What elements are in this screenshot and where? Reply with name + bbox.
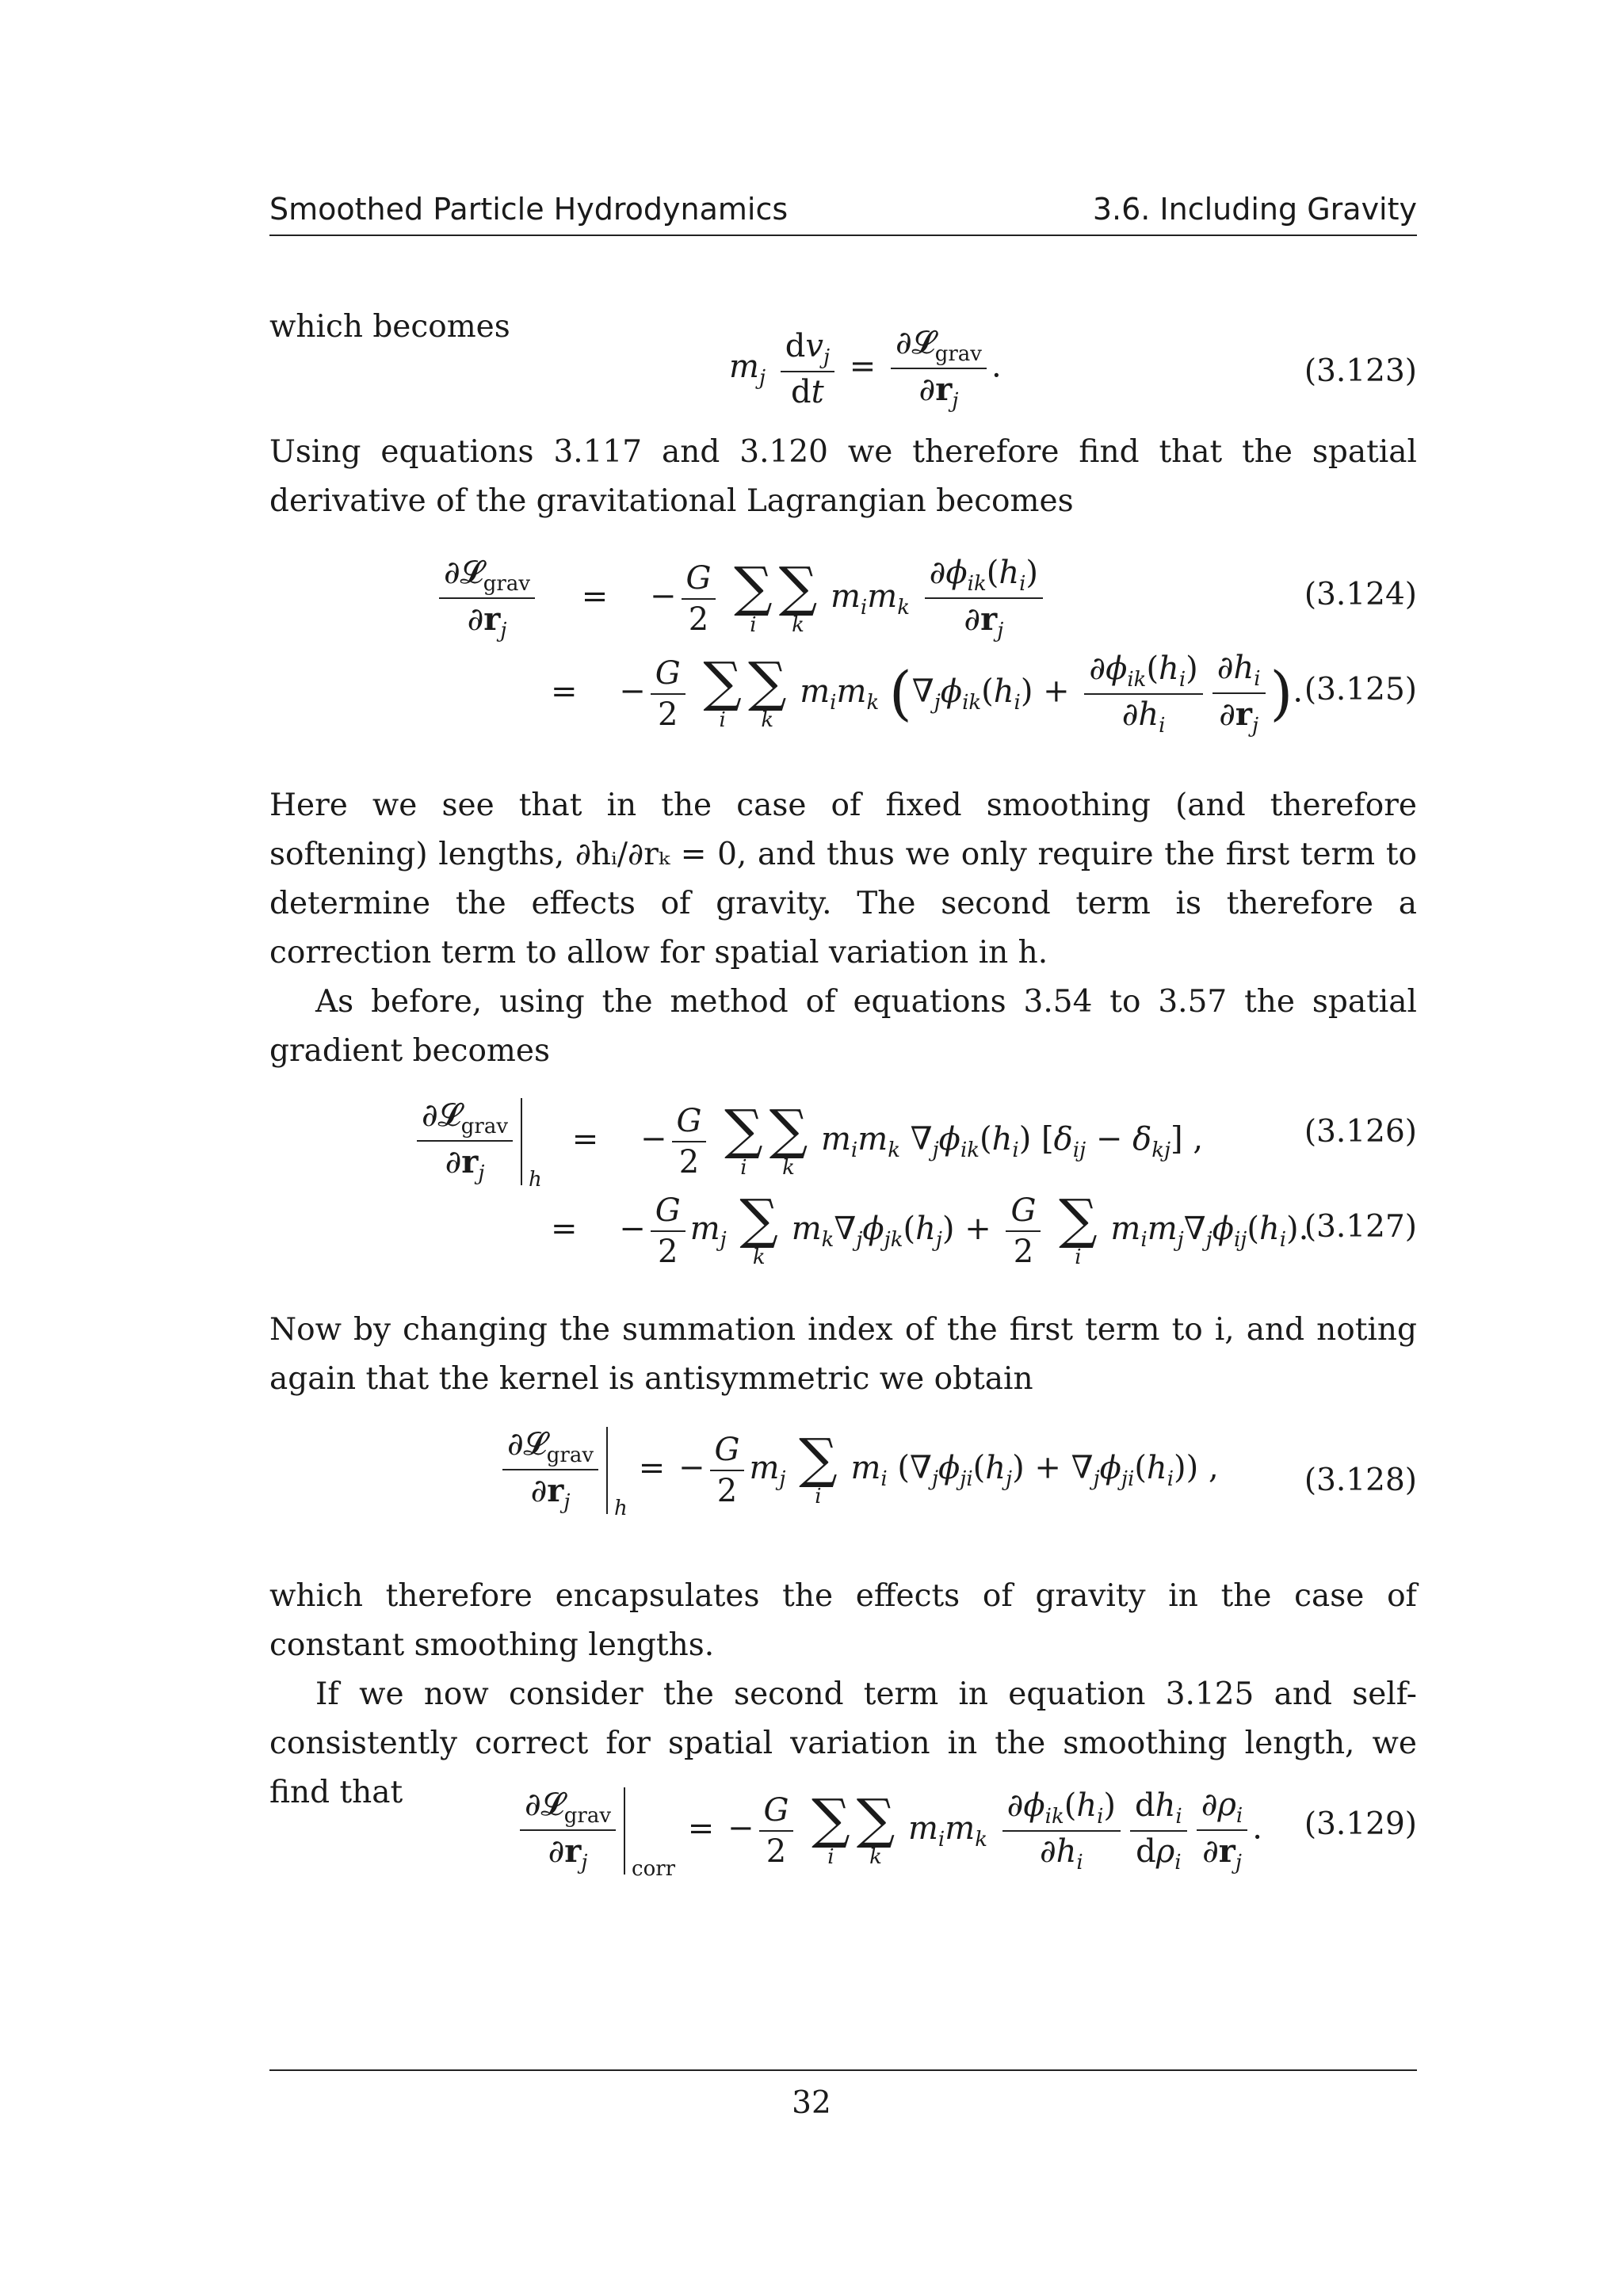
equation-3-129: $\frac{\partial 𝓛_{grav}}{\partial r_j}$ corr = − $\frac{G}{2}$ ∑ i ∑ k $m_im_k$ $\frac{\partial\phi_{ik}(h_i)}{\partial h_i}$ $\frac{dh_i}{d\rho_i}$ $\frac{\partial\rho_i}{\partial r_j}$ . — [515, 1787, 1262, 1875]
equation-3-123: $m_j$ $\frac{dv_j}{dt}$ = $\frac{\partial 𝓛_{grav}}{\partial r_j}$ . — [729, 325, 1002, 413]
equation-number-3-126: (3.126) — [1304, 1114, 1417, 1150]
equation-number-3-123: (3.123) — [1304, 353, 1417, 389]
equation-3-124: $\frac{\partial 𝓛_{grav}}{\partial r_j}$ = − $\frac{G}{2}$ ∑ i ∑ k $m_im_k$ $\frac{\partial\phi_{ik}(h_i)}{\partial r_j}$ — [434, 555, 1048, 643]
paragraph-as-before: As before, using the method of equations 3.54 to 3.57 the spatial gradient becomes — [269, 984, 1417, 1069]
running-header — [269, 190, 1417, 236]
equation-number-3-128: (3.128) — [1304, 1463, 1417, 1498]
equation-number-3-125: (3.125) — [1304, 672, 1417, 707]
equation-3-126: $\frac{\partial 𝓛_{grav}}{\partial r_j}$ h = − $\frac{G}{2}$ ∑ i ∑ k $m_im_k$ $\nabla_j\phi_{ik}(h_i) [\delta_{ij} - \delta_{kj}]$ , — [412, 1097, 1203, 1185]
equation-3-128: $\frac{\partial 𝓛_{grav}}{\partial r_j}$ h = − $\frac{G}{2}$ $m_j$ ∑ i $m_i$ $(\nabla_j\phi_{ji}(h_j) + \nabla_j\phi_{ji}(h_i))$ , — [498, 1426, 1219, 1514]
paragraph-second-term: If we now consider the second term in equation 3.125 and self-consistently correct for spatial variation in the smoothing length, we find that — [269, 1676, 1417, 1810]
equation-3-125: = − $\frac{G}{2}$ ∑ i ∑ k $m_im_k$ ($\nabla_j\phi_{ik}(h_i)$ + $\frac{\partial\phi_{ik}(h_i)}{\partial h_i}$ $\frac{\partial h_i}{\partial r_j}$ ). — [551, 650, 1304, 738]
equation-3-127: = − $\frac{G}{2}$ $m_j$ ∑ k $m_k\nabla_j\phi_{jk}(h_j)$ + $\frac{G}{2}$ ∑ i $m_im_j\nabla_j\phi_{ij}(h_i)$. — [551, 1188, 1309, 1270]
header-title: Smoothed Particle Hydrodynamics — [269, 192, 789, 227]
page-number: 32 — [792, 2085, 831, 2121]
equation-number-3-129: (3.129) — [1304, 1806, 1417, 1842]
header-section: 3.6. Including Gravity — [1092, 192, 1417, 227]
paragraph-fixed-smoothing: Here we see that in the case of fixed smoothing (and therefore softening) lengths, ∂hᵢ/∂rₖ = 0, and thus we only require the first term to determine the effects of gravity. The second term is therefore a correction term to allow for spatial variation in h. — [269, 788, 1417, 971]
equation-number-3-127: (3.127) — [1304, 1209, 1417, 1245]
paragraph-summation-index: Now by changing the summation index of the first term to i, and noting again that the kernel is antisymmetric we obtain — [269, 1312, 1417, 1397]
paragraph-using-equations: Using equations 3.117 and 3.120 we therefore find that the spatial derivative of the gravitational Lagrangian becomes — [269, 434, 1417, 519]
footer-rule — [269, 2069, 1417, 2071]
paragraph-which-becomes: which becomes — [269, 309, 510, 345]
paragraph-encapsulates: which therefore encapsulates the effects of gravity in the case of constant smoothing lengths. — [269, 1578, 1417, 1663]
equation-number-3-124: (3.124) — [1304, 577, 1417, 612]
